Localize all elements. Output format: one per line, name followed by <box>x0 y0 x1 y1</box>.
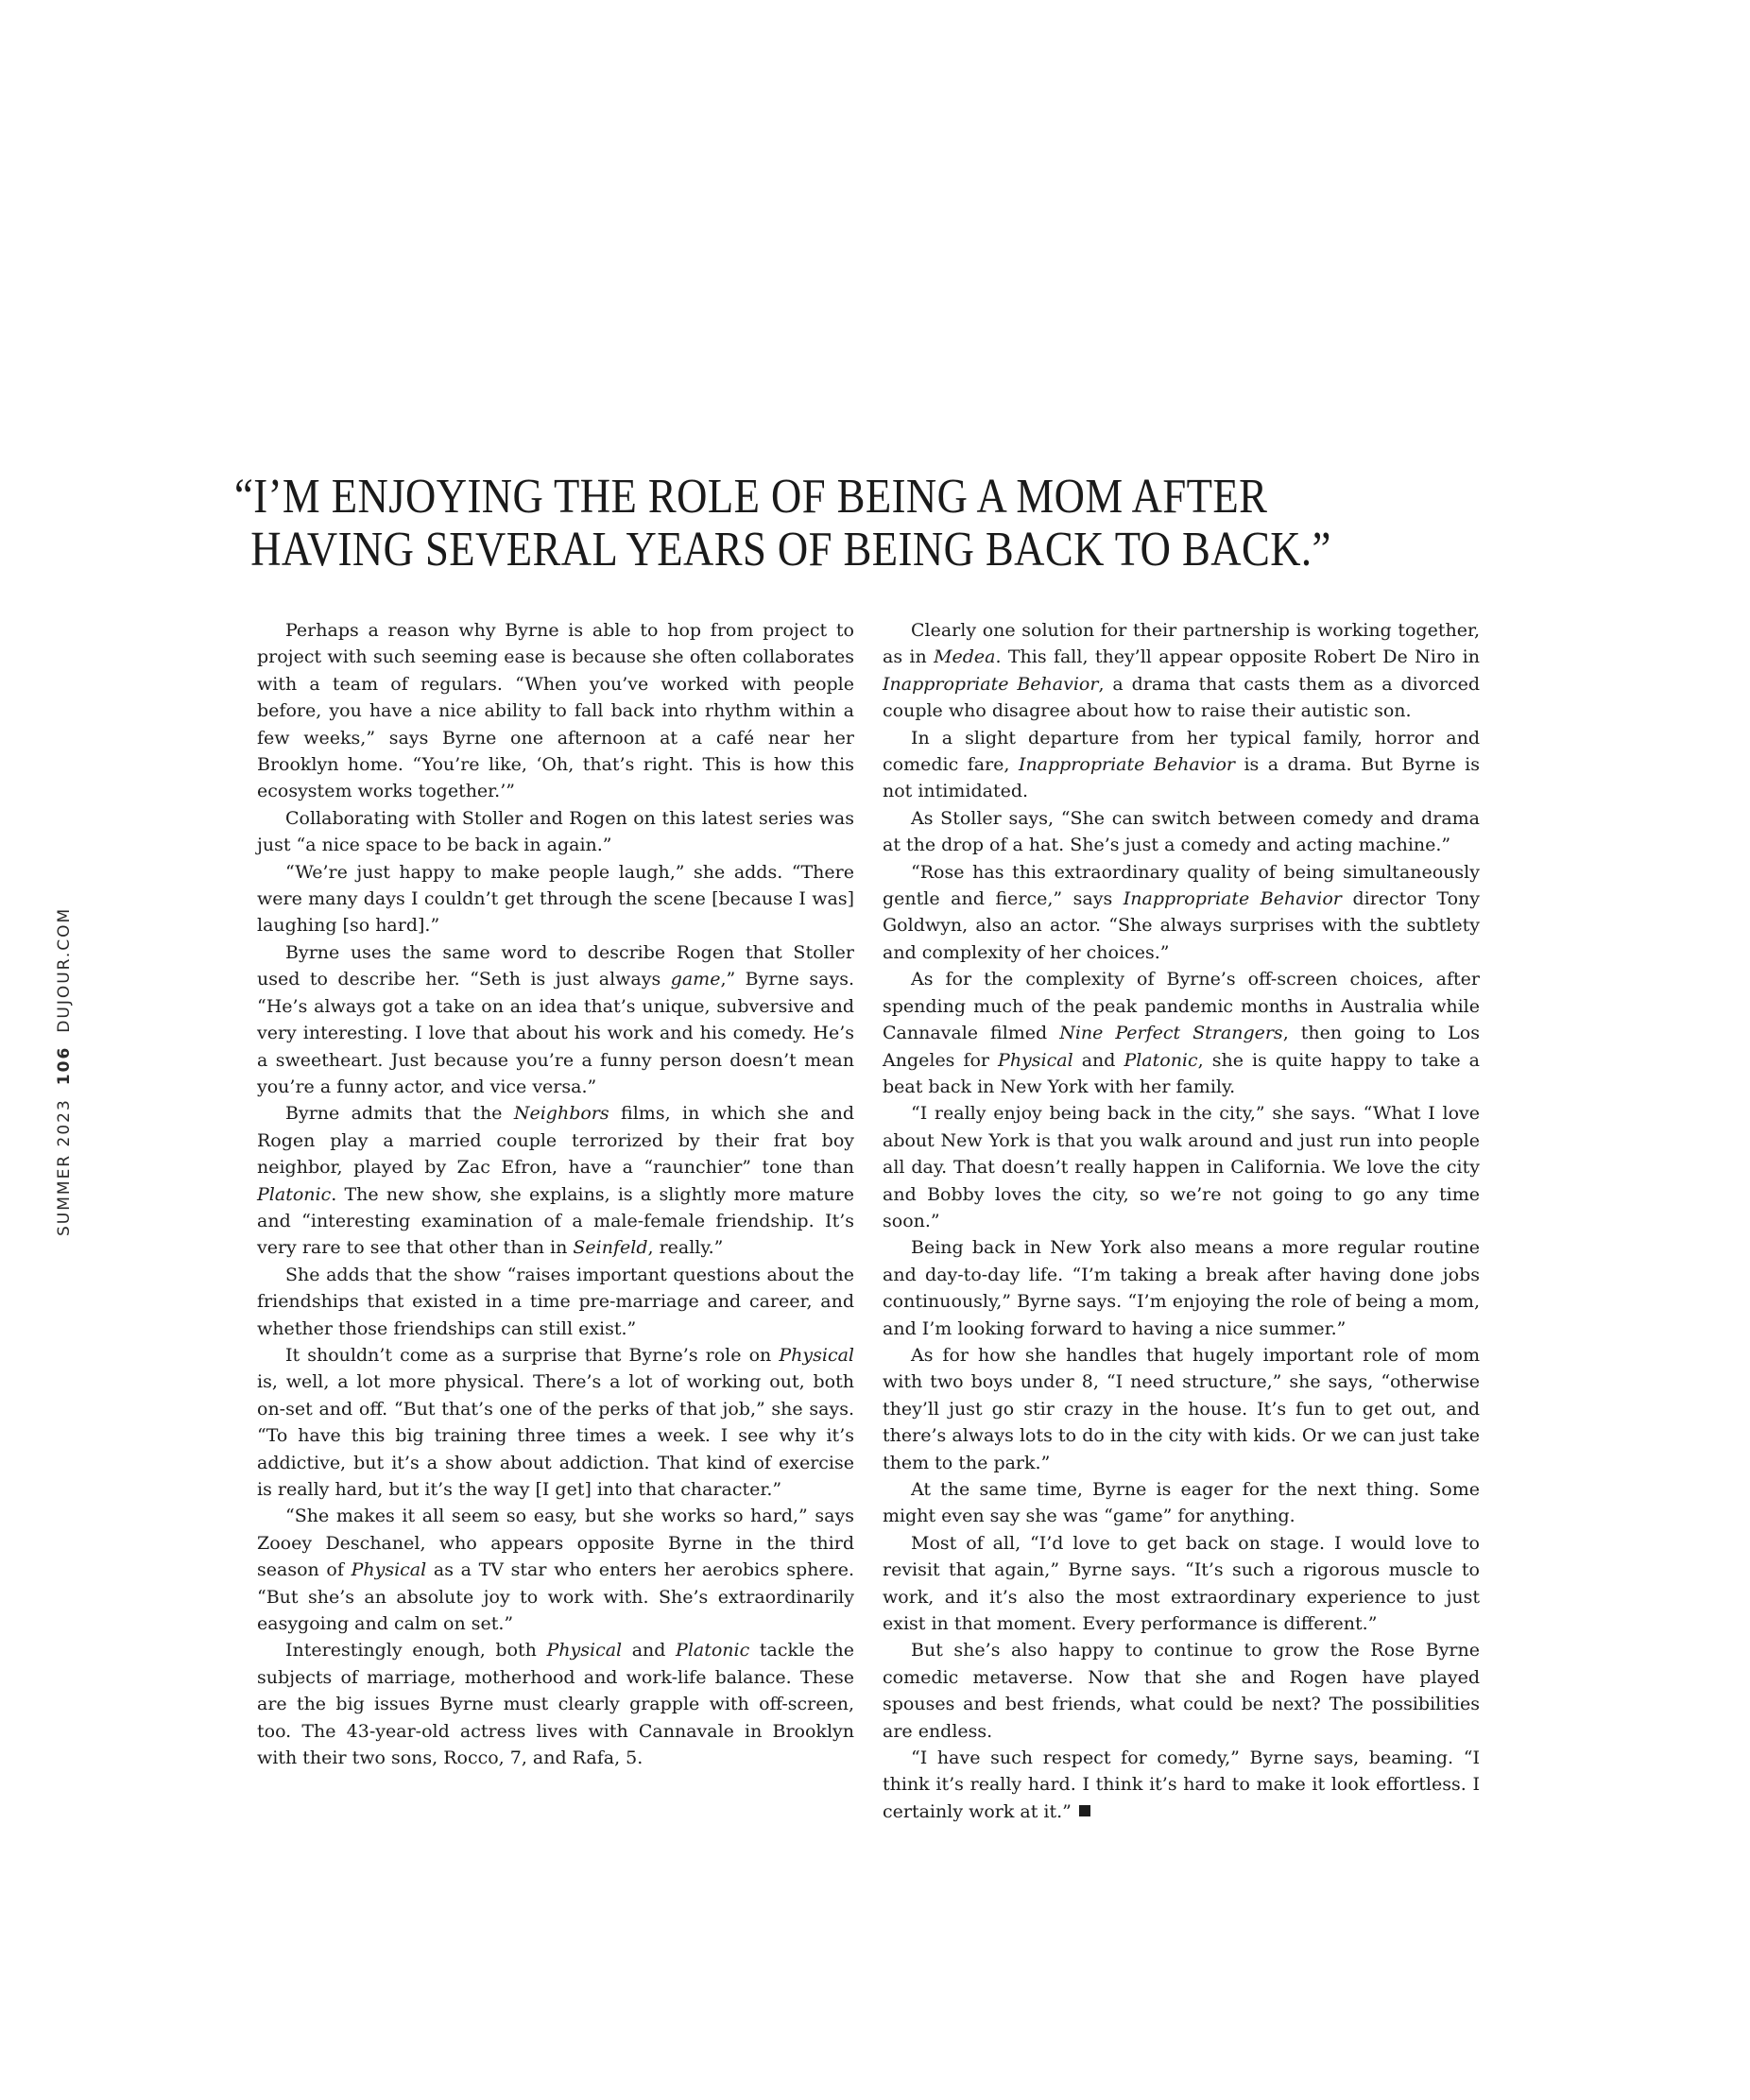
issue-label: SUMMER 2023 <box>55 1098 74 1236</box>
article-paragraph: “I really enjoy being back in the city,” she says. “What I love about New York is that you walk around and just run into people all day. That doesn’t really happen in California. We love the city and Bobby loves the city, so we’re not going to go any time soon.” <box>883 1103 1480 1231</box>
article-column-left <box>257 617 854 1771</box>
page-number: 106 <box>55 1045 74 1086</box>
article-paragraph: “We’re just happy to make people laugh,” she adds. “There were many days I couldn’t get through the scene [because I was] laughing [so hard].” <box>257 861 854 937</box>
article-paragraph: Clearly one solution for their partnership is working together, as in Medea. This fall, they’ll appear opposite Robert De Niro in Inappropriate Behavior, a drama that casts them as a divorced couple who disagree about how to raise their autistic son. <box>883 620 1480 722</box>
article-paragraph: “She makes it all seem so easy, but she works so hard,” says Zooey Deschanel, who appears opposite Byrne in the third season of Physical as a TV star who enters her aerobics sphere. “But she’s an absolute joy to work with. She’s extraordinarily easygoing and calm on set.” <box>257 1506 854 1635</box>
article-paragraph: Being back in New York also means a more regular routine and day-to-day life. “I’m taking a break after having done jobs continuously,” Byrne says. “I’m enjoying the role of being a mom, and I’m looking forward to having a nice summer.” <box>883 1237 1480 1339</box>
article-column-right <box>883 617 1480 1825</box>
pull-quote <box>234 471 1372 577</box>
article-paragraph: As for how she handles that hugely important role of mom with two boys under 8, “I need structure,” she says, “otherwise they’ll just go stir crazy in the house. It’s fun to get out, and there’s always lots to do in the city with kids. Or we can just take them to the park.” <box>883 1344 1480 1473</box>
article-paragraph: Byrne uses the same word to describe Rogen that Stoller used to describe her. “Seth is just always game,” Byrne says. “He’s always got a take on an idea that’s unique, subversive and very interesting. I love that about his work and his comedy. He’s a sweetheart. Just because you’re a funny person doesn’t mean you’re a funny actor, and vice versa.” <box>257 941 854 1097</box>
folio <box>55 896 74 1236</box>
article-paragraph: Most of all, “I’d love to get back on stage. I would love to revisit that again,” Byrne says. “It’s such a rigorous muscle to work, and it’s also the most extraordinary experience to just exist in that moment. Every performance is different.” <box>883 1532 1480 1635</box>
article-paragraph: Byrne admits that the Neighbors films, in which she and Rogen play a married couple terrorized by their frat boy neighbor, played by Zac Efron, have a “raunchier” tone than Platonic. The new show, she explains, is a slightly more mature and “interesting examination of a male-female friendship. It’s very rare to see that other than in Seinfeld, really.” <box>257 1103 855 1259</box>
article-paragraph: Interestingly enough, both Physical and Platonic tackle the subjects of marriage, motherhood and work-life balance. These are the big issues Byrne must clearly grapple with off-screen, too. The 43-year-old actress lives with Cannavale in Brooklyn with their two sons, Rocco, 7, and Rafa, 5. <box>257 1640 855 1769</box>
pull-quote-line-2: HAVING SEVERAL YEARS OF BEING BACK TO BACK.” <box>250 523 1331 577</box>
article-paragraph: But she’s also happy to continue to grow the Rose Byrne comedic metaverse. Now that she and Rogen have played spouses and best friends, what could be next? The possibilities are endless. <box>883 1640 1480 1742</box>
article-paragraph: She adds that the show “raises important questions about the friendships that existed in a time pre-marriage and career, and whether those friendships can still exist.” <box>257 1264 854 1339</box>
article-paragraph: Perhaps a reason why Byrne is able to hop from project to project with such seeming ease is because she often collaborates with a team of regulars. “When you’ve worked with people before, you have a nice ability to fall back into rhythm within a few weeks,” says Byrne one afternoon at a café near her Brooklyn home. “You’re like, ‘Oh, that’s right. This is how this ecosystem works together.’” <box>257 620 854 802</box>
pull-quote-line-1: “I’M ENJOYING THE ROLE OF BEING A MOM AFTER <box>234 470 1268 524</box>
article-paragraph: “I have such respect for comedy,” Byrne says, beaming. “I think it’s really hard. I think it’s hard to make it look effortless. I certainly work at it.” <box>883 1747 1480 1822</box>
end-of-article-mark <box>1079 1805 1090 1816</box>
article-paragraph: At the same time, Byrne is eager for the next thing. Some might even say she was “game” for anything. <box>883 1479 1480 1527</box>
article-paragraph: In a slight departure from her typical family, horror and comedic fare, Inappropriate Behavior is a drama. But Byrne is not intimidated. <box>883 727 1480 802</box>
article-paragraph: Collaborating with Stoller and Rogen on this latest series was just “a nice space to be back in again.” <box>257 807 854 856</box>
article-paragraph: As Stoller says, “She can switch between comedy and drama at the drop of a hat. She’s just a comedy and acting machine.” <box>883 807 1480 856</box>
article-paragraph: “Rose has this extraordinary quality of being simultaneously gentle and fierce,” says Inappropriate Behavior director Tony Goldwyn, also an actor. “She always surprises with the subtlety and complexity of her choices.” <box>883 861 1481 963</box>
article-paragraph: As for the complexity of Byrne’s off-screen choices, after spending much of the peak pandemic months in Australia while Cannavale filmed Nine Perfect Strangers, then going to Los Angeles for Physical and Platonic, she is quite happy to take a beat back in New York with her family. <box>883 969 1480 1097</box>
site-label: DUJOUR.COM <box>55 906 74 1033</box>
article-paragraph: It shouldn’t come as a surprise that Byrne’s role on Physical is, well, a lot more physical. There’s a lot of working out, both on-set and off. “But that’s one of the perks of that job,” she says. “To have this big training three times a week. I see why it’s addictive, but it’s a show about addiction. That kind of exercise is really hard, but it’s the way [I get] into that character.” <box>257 1344 854 1500</box>
